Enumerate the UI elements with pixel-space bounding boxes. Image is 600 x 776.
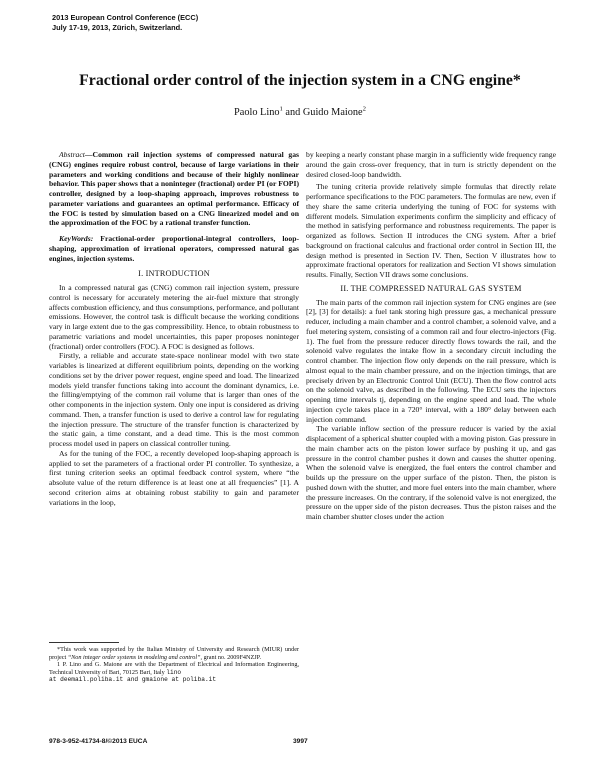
intro-paragraph: In a compressed natural gas (CNG) common rail injection system, pressure control is necessary for accurately metering the air-fuel mixture that strongly affects combustion efficiency, and thus consumptions, performance, and pollutant emissions. However, the control task is difficult because the working conditions vary in large extent due to the gas compressibility. Hence, to obtain robustness to parametric variations and model uncertainties, this paper proposes noninteger (fractional) order controllers (FOC). A FOC is designed as follows. [49,283,299,351]
page-number: 3997 [293,738,308,745]
section-heading-introduction: I. INTRODUCTION [138,269,210,279]
abstract-text: —Common rail injection systems of compressed natural gas (CNG) engines require robust control, because of large variations in their parameters and working conditions and because of their highly nonlinear behavior. This paper shows that a noninteger (fractional) order PI (or FOPI) controller, designed by a loop-shaping approach, improves robustness to parameter variations and guarantees an optimal performance. Efficacy of the FOC is tested by simulation based on a CNG linearized model and on the approximation of the FOC by a rational transfer function. [49,150,299,228]
abstract-label: Abstract [59,150,85,159]
intro-continuation-paragraph: by keeping a nearly constant phase margin in a sufficiently wide frequency range around the gain cross-over frequency, that in turn is strictly dependent on the desired closed-loop bandwidth. [306,150,556,179]
paper-title: Fractional order control of the injection system in a CNG engine* [79,72,521,89]
section2-paragraph: The main parts of the common rail injection system for CNG engines are (see [2], [3] for details): a fuel tank storing high pressure gas, a mechanical pressure reducer, including a main chamber and a control chamber, a solenoid valve, and a fuel metering system, consisting of a common rail and four electro-injectors (Fig. 1). The fuel from the pressure reducer directly flows towards the rail, and the solenoid valve regulates the intake flow in a secondary circuit including the control chamber. The injection flow only depends on the rail pressure, which is almost equal to the main chamber pressure, and on the injection timings, that are precisely driven by an Electronic Control Unit (ECU). Then the flow control acts on the solenoid valve, as described in the following. The ECU sets the injectors opening time intervals tj, depending on the engine speed and load. The whole injection cycle takes place in a 720° interval, with a 180° delay between each injection command. [306,297,556,424]
conference-date-location: July 17-19, 2013, Zürich, Switzerland. [52,22,183,32]
intro-paragraph: Firstly, a reliable and accurate state-space nonlinear model with two state variables is linearized at different equilibrium points, depending on the working conditions set by the driver power request, engine speed and load. The linearized models yield transfer functions taking into account the dominant dynamics, i.e. the filling/emptying of the common rail volume that is larger than ones of the other components in the injection system. Only one input is considered as driving command. Then, a transfer function is used to derive a control law for regulating the injection pressure. The structure of the transfer function is characterized by the static gain, a time constant, and a dead time. This is the most common process model used in papers on classical controller tuning. [49,351,299,448]
author-line [40,107,560,118]
footnote-grant: , grant no. 2009F4NZJP. [200,653,261,661]
author-2-mark: 2 [362,105,366,113]
left-column [49,150,299,507]
keywords-text: Fractional-order proportional-integral controllers, loop-shaping, approximation of irrational operators, compressed natural gas engines, injection systems. [49,234,299,263]
author-2: Guido Maione [302,107,363,118]
right-column [306,150,556,522]
footnote-project-title: “Non integer order systems in modeling and control” [67,653,201,661]
section2-paragraph: The variable inflow section of the pressure reducer is varied by the axial displacement of a spherical shutter coupled with a moving piston. Gas pressure in the main chamber acts on the piston lower surface by pushing it up, and gas pressure in the control chamber pushes it down and causes the shutter opening. When the solenoid valve is energized, the fuel enters the control chamber and builds up the pressure on the upper surface of the piston. Then, the piston is pushed down with the shutter, and more fuel enters into the main chamber, where the pressure increases. On the contrary, if the solenoid valve is not energized, the pressure on the upper side of the piston decreases. Thus the piston raises and the main chamber shutter closes under the action [306,424,556,521]
footnote-funding-text: *This work was supported by the Italian Ministry of University and Research (MIUR) under project [49,646,299,661]
footnote-affiliation [49,661,299,684]
author-joiner: and [282,107,303,118]
footnote-email-1: lino [166,668,182,676]
section-heading-cng-system: II. THE COMPRESSED NATURAL GAS SYSTEM [340,283,522,293]
footnote-email-2: at deemail.poliba.it and gmaione at poliba.it [49,676,217,684]
footer-isbn: 978-3-952-41734-8/©2013 EUCA [49,738,148,745]
footnotes [49,642,299,684]
keywords [49,234,299,263]
intro-paragraph: As for the tuning of the FOC, a recently developed loop-shaping approach is applied to set the parameters of a fractional order PI controller. To synthesize, a first tuning criterion seeks an optimal feedback control system, where “the absolute value of the return difference is at least one at all frequencies” [1]. A second criterion aims at obtaining robust stability to gain and parameter variations in the loop, [49,448,299,507]
author-1: Paolo Lino [234,107,280,118]
conference-header [52,13,198,32]
keywords-label: KeyWords: [59,234,94,243]
footnote-affiliation-text: 1 P. Lino and G. Maione are with the Department of Electrical and Information Engineering, Technical University of Bari, 70125 Bari, Italy [49,661,299,676]
author-1-mark: 1 [279,105,283,113]
conference-name: 2013 European Control Conference (ECC) [52,13,199,22]
abstract [49,150,299,228]
footnote-funding [49,646,299,661]
footnote-rule [49,642,119,643]
intro-paragraph: The tuning criteria provide relatively simple formulas that directly relate performance specifications to the FOC parameters. The formulas are new, even if they share the same criteria underlying the tuning of FOC for systems with different models. Simulation experiments confirm the simplicity and efficacy of the method in satisfying performance and robustness requirements. The paper is organized as follows. Section II introduces the CNG system. After a brief background on fractional calculus and fractional order control in Section III, the design method is presented in Section IV. Then, Section V illustrates how to approximate fractional operators for realization and Section VI shows simulation results. Finally, Section VII draws some conclusions. [306,182,556,279]
